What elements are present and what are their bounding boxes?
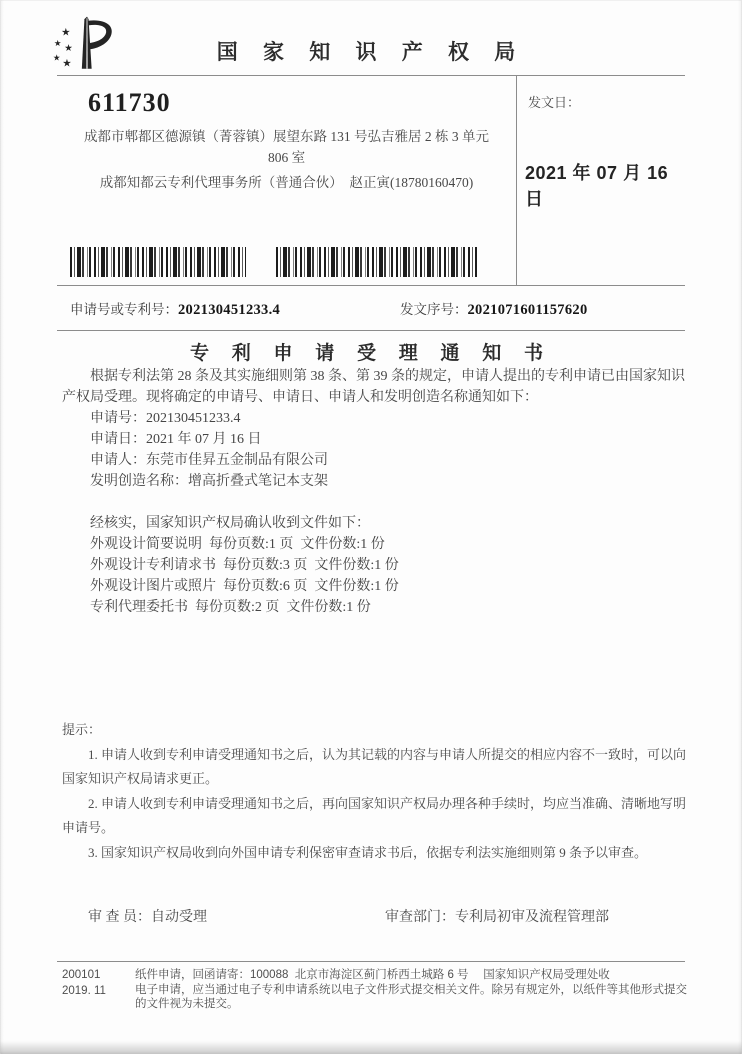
scan-edge-left: [0, 0, 4, 1054]
field-application-number: 申请号：202130451233.4: [90, 411, 241, 426]
notice-intro: 根据专利法第 28 条及其实施细则第 38 条、第 39 条的规定，申请人提出的专利申请已由国家知识产权局受理。现将确定的申请号、申请日、申请人和发明创造名称通知如下：: [62, 369, 685, 405]
document-line: 专利代理委托书 每份页数:2 页 文件份数:1 份: [90, 600, 371, 615]
issue-date-value: 2021 年 07 月 16 日: [525, 163, 669, 209]
confirm-intro: 经核实，国家知识产权局确认收到文件如下：: [90, 516, 370, 531]
notes-label: 提示：: [62, 722, 102, 737]
signoff-row: [88, 906, 688, 926]
form-meta: [62, 968, 106, 999]
application-fields: [62, 408, 690, 492]
notes-section: [62, 718, 696, 865]
examiner-label: 审 查 员：: [88, 910, 151, 925]
issue-date-box: [516, 75, 686, 285]
svg-text:★: ★: [62, 58, 72, 70]
field-applicant: 申请人：东莞市佳昇五金制品有限公司: [90, 453, 328, 468]
application-number-value: 202130451233.4: [178, 302, 281, 318]
postal-code: 611730: [88, 88, 171, 117]
notice-title: 专 利 申 请 受 理 通 知 书: [189, 343, 552, 364]
scan-shadow-bottom: [0, 1041, 742, 1054]
department-label: 审查部门：: [385, 910, 455, 925]
paper-filing-note: 纸件申请，回函请寄：100088 北京市海淀区蓟门桥西土城路 6 号 国家知识产权局受理处收: [135, 969, 610, 981]
field-application-date: 申请日：2021 年 07 月 16 日: [90, 432, 262, 447]
department-value: 专利局初审及流程管理部: [455, 910, 609, 925]
org-title: 国 家 知 识 产 权 局: [216, 40, 526, 64]
notice-body: [62, 366, 690, 618]
recipient-block: [57, 88, 516, 191]
divider-low: [57, 330, 685, 331]
agency-line: 成都知都云专利代理事务所（普通合伙） 赵正寅(18780160470): [99, 175, 474, 190]
document-line: 外观设计专利请求书 每份页数:3 页 文件份数:1 份: [90, 558, 399, 573]
issue-date-label: 发文日：: [528, 95, 581, 110]
recipient-address-line2: 806 室: [267, 150, 306, 165]
document-line: 外观设计简要说明 每份页数:1 页 文件份数:1 份: [90, 537, 385, 552]
svg-text:★: ★: [53, 39, 62, 49]
application-number-label: 申请号或专利号：: [70, 302, 178, 317]
examiner-value: 自动受理: [151, 910, 207, 925]
barcode-right: [276, 247, 477, 277]
form-date: 2019. 11: [62, 984, 106, 997]
received-documents-list: [62, 534, 690, 618]
scan-edge-right: [738, 0, 742, 1054]
electronic-filing-note: 电子申请，应当通过电子专利申请系统以电子文件形式提交相关文件。除另有规定外，以纸件等其他形式提交的文件视为未提交。: [135, 983, 687, 1010]
field-invention-title: 发明创造名称：增高折叠式笔记本支架: [90, 474, 328, 489]
form-code: 200101: [62, 969, 101, 981]
svg-text:★: ★: [52, 53, 61, 63]
footer-notes: [135, 968, 693, 1012]
note-item: 3. 国家知识产权局收到向外国申请专利保密审查请求书后，依据专利法实施细则第 9 条予以审查。: [88, 844, 648, 860]
note-item: 2. 申请人收到专利申请受理通知书之后，再向国家知识产权局办理各种手续时，均应当准确、清晰地写明申请号。: [62, 795, 687, 835]
divider-mid: [57, 285, 685, 286]
recipient-address-line1: 成都市郫都区德源镇（菁蓉镇）展望东路 131 号弘吉雅居 2 栋 3 单元: [84, 129, 489, 144]
document-line: 外观设计图片或照片 每份页数:6 页 文件份数:1 份: [90, 579, 399, 594]
svg-text:★: ★: [64, 44, 73, 55]
barcode-left: [70, 247, 246, 277]
serial-number-label: 发文序号：: [400, 302, 468, 317]
serial-number-value: 2021071601157620: [467, 302, 588, 318]
svg-text:★: ★: [61, 27, 71, 39]
note-item: 1. 申请人收到专利申请受理通知书之后，认为其记载的内容与申请人所提交的相应内容不一致时，可以向国家知识产权局请求更正。: [62, 746, 687, 786]
divider-footer: [57, 961, 685, 962]
